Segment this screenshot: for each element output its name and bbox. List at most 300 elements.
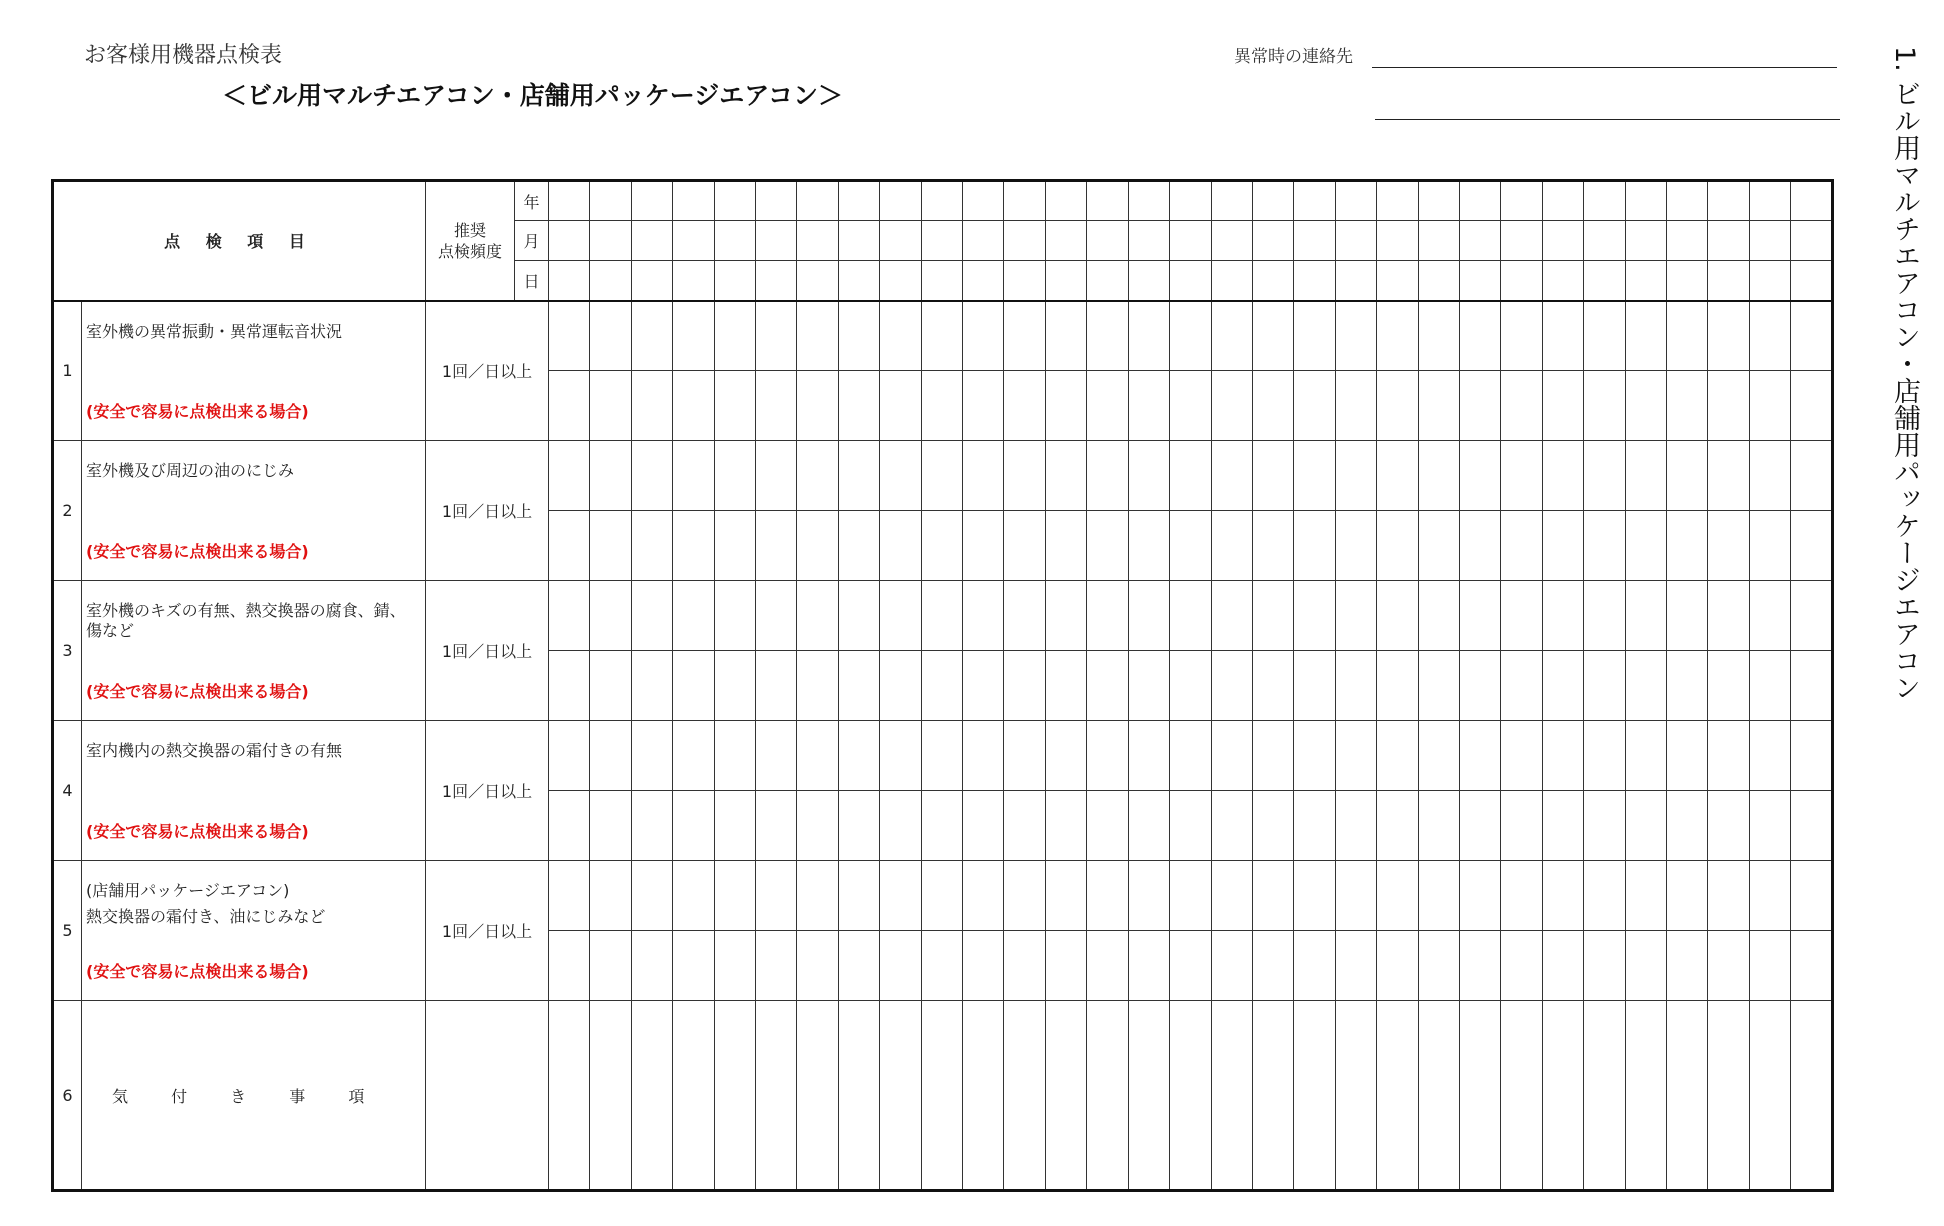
row-2-1-slot-11[interactable] xyxy=(963,441,1004,511)
row-5-1-slot-10[interactable] xyxy=(921,861,962,931)
row-4-1-slot-9[interactable] xyxy=(880,721,921,791)
row-4-1-slot-20[interactable] xyxy=(1335,721,1376,791)
row-5-1-slot-13[interactable] xyxy=(1045,861,1086,931)
row-4-2-slot-2[interactable] xyxy=(590,791,631,861)
row-4-1-slot-16[interactable] xyxy=(1170,721,1211,791)
row-1-2-slot-14[interactable] xyxy=(1087,371,1128,441)
header-year-slot-4[interactable] xyxy=(673,181,714,221)
row-3-2-slot-4[interactable] xyxy=(673,651,714,721)
row-3-2-slot-14[interactable] xyxy=(1087,651,1128,721)
header-month-slot-21[interactable] xyxy=(1377,221,1418,261)
row-5-2-slot-12[interactable] xyxy=(1004,931,1045,1001)
row-5-1-slot-6[interactable] xyxy=(756,861,797,931)
row-3-1-slot-25[interactable] xyxy=(1542,581,1583,651)
header-month-slot-17[interactable] xyxy=(1211,221,1252,261)
row-1-2-slot-25[interactable] xyxy=(1542,371,1583,441)
row-5-1-slot-9[interactable] xyxy=(880,861,921,931)
row-3-1-slot-17[interactable] xyxy=(1211,581,1252,651)
row-2-1-slot-8[interactable] xyxy=(838,441,879,511)
row-1-2-slot-31[interactable] xyxy=(1791,371,1832,441)
row-4-1-slot-21[interactable] xyxy=(1377,721,1418,791)
header-month-slot-14[interactable] xyxy=(1087,221,1128,261)
row-3-2-slot-28[interactable] xyxy=(1666,651,1707,721)
row-1-1-slot-17[interactable] xyxy=(1211,301,1252,371)
row-4-2-slot-1[interactable] xyxy=(549,791,590,861)
notes-slot-30[interactable] xyxy=(1749,1001,1790,1191)
row-2-1-slot-14[interactable] xyxy=(1087,441,1128,511)
row-3-1-slot-4[interactable] xyxy=(673,581,714,651)
header-year-slot-20[interactable] xyxy=(1335,181,1376,221)
notes-slot-14[interactable] xyxy=(1087,1001,1128,1191)
row-4-2-slot-16[interactable] xyxy=(1170,791,1211,861)
row-3-1-slot-18[interactable] xyxy=(1252,581,1293,651)
header-year-slot-10[interactable] xyxy=(921,181,962,221)
row-1-2-slot-22[interactable] xyxy=(1418,371,1459,441)
row-3-2-slot-25[interactable] xyxy=(1542,651,1583,721)
row-4-2-slot-26[interactable] xyxy=(1584,791,1625,861)
header-month-slot-26[interactable] xyxy=(1584,221,1625,261)
row-3-2-slot-18[interactable] xyxy=(1252,651,1293,721)
header-year-slot-22[interactable] xyxy=(1418,181,1459,221)
row-2-1-slot-22[interactable] xyxy=(1418,441,1459,511)
row-2-1-slot-19[interactable] xyxy=(1294,441,1335,511)
row-1-1-slot-15[interactable] xyxy=(1128,301,1169,371)
row-4-2-slot-23[interactable] xyxy=(1459,791,1500,861)
row-3-2-slot-31[interactable] xyxy=(1791,651,1832,721)
row-1-1-slot-18[interactable] xyxy=(1252,301,1293,371)
row-3-2-slot-16[interactable] xyxy=(1170,651,1211,721)
row-4-1-slot-8[interactable] xyxy=(838,721,879,791)
notes-slot-23[interactable] xyxy=(1459,1001,1500,1191)
row-3-2-slot-17[interactable] xyxy=(1211,651,1252,721)
row-5-2-slot-9[interactable] xyxy=(880,931,921,1001)
notes-slot-7[interactable] xyxy=(797,1001,838,1191)
row-4-1-slot-25[interactable] xyxy=(1542,721,1583,791)
header-day-slot-16[interactable] xyxy=(1170,261,1211,301)
row-2-2-slot-4[interactable] xyxy=(673,511,714,581)
row-5-1-slot-15[interactable] xyxy=(1128,861,1169,931)
row-5-2-slot-24[interactable] xyxy=(1501,931,1542,1001)
row-3-1-slot-31[interactable] xyxy=(1791,581,1832,651)
header-day-slot-21[interactable] xyxy=(1377,261,1418,301)
header-day-slot-31[interactable] xyxy=(1791,261,1832,301)
header-year-slot-7[interactable] xyxy=(797,181,838,221)
row-4-1-slot-22[interactable] xyxy=(1418,721,1459,791)
row-5-1-slot-16[interactable] xyxy=(1170,861,1211,931)
header-year-slot-11[interactable] xyxy=(963,181,1004,221)
contact-line-2[interactable] xyxy=(1375,119,1840,120)
row-2-1-slot-29[interactable] xyxy=(1708,441,1749,511)
row-2-2-slot-1[interactable] xyxy=(549,511,590,581)
row-5-2-slot-7[interactable] xyxy=(797,931,838,1001)
row-2-1-slot-3[interactable] xyxy=(631,441,672,511)
row-1-2-slot-1[interactable] xyxy=(549,371,590,441)
header-month-slot-4[interactable] xyxy=(673,221,714,261)
header-year-slot-5[interactable] xyxy=(714,181,755,221)
row-2-2-slot-12[interactable] xyxy=(1004,511,1045,581)
row-1-1-slot-26[interactable] xyxy=(1584,301,1625,371)
header-day-slot-12[interactable] xyxy=(1004,261,1045,301)
header-month-slot-3[interactable] xyxy=(631,221,672,261)
row-3-2-slot-23[interactable] xyxy=(1459,651,1500,721)
header-day-slot-22[interactable] xyxy=(1418,261,1459,301)
header-day-slot-30[interactable] xyxy=(1749,261,1790,301)
row-3-1-slot-26[interactable] xyxy=(1584,581,1625,651)
row-2-2-slot-10[interactable] xyxy=(921,511,962,581)
row-5-1-slot-12[interactable] xyxy=(1004,861,1045,931)
header-month-slot-12[interactable] xyxy=(1004,221,1045,261)
row-4-1-slot-24[interactable] xyxy=(1501,721,1542,791)
header-month-slot-15[interactable] xyxy=(1128,221,1169,261)
notes-slot-2[interactable] xyxy=(590,1001,631,1191)
row-4-2-slot-8[interactable] xyxy=(838,791,879,861)
row-4-1-slot-15[interactable] xyxy=(1128,721,1169,791)
header-month-slot-23[interactable] xyxy=(1459,221,1500,261)
row-3-2-slot-5[interactable] xyxy=(714,651,755,721)
row-4-1-slot-19[interactable] xyxy=(1294,721,1335,791)
notes-slot-6[interactable] xyxy=(756,1001,797,1191)
row-2-1-slot-25[interactable] xyxy=(1542,441,1583,511)
header-year-slot-19[interactable] xyxy=(1294,181,1335,221)
row-4-1-slot-2[interactable] xyxy=(590,721,631,791)
row-3-2-slot-3[interactable] xyxy=(631,651,672,721)
header-year-slot-17[interactable] xyxy=(1211,181,1252,221)
header-day-slot-20[interactable] xyxy=(1335,261,1376,301)
header-month-slot-7[interactable] xyxy=(797,221,838,261)
row-5-2-slot-20[interactable] xyxy=(1335,931,1376,1001)
header-year-slot-31[interactable] xyxy=(1791,181,1832,221)
header-day-slot-2[interactable] xyxy=(590,261,631,301)
row-3-1-slot-21[interactable] xyxy=(1377,581,1418,651)
row-5-1-slot-29[interactable] xyxy=(1708,861,1749,931)
row-2-2-slot-20[interactable] xyxy=(1335,511,1376,581)
header-day-slot-24[interactable] xyxy=(1501,261,1542,301)
notes-slot-20[interactable] xyxy=(1335,1001,1376,1191)
row-3-1-slot-23[interactable] xyxy=(1459,581,1500,651)
row-2-1-slot-2[interactable] xyxy=(590,441,631,511)
row-1-1-slot-2[interactable] xyxy=(590,301,631,371)
row-4-2-slot-12[interactable] xyxy=(1004,791,1045,861)
row-1-2-slot-8[interactable] xyxy=(838,371,879,441)
row-2-2-slot-31[interactable] xyxy=(1791,511,1832,581)
header-day-slot-11[interactable] xyxy=(963,261,1004,301)
header-day-slot-10[interactable] xyxy=(921,261,962,301)
row-2-2-slot-19[interactable] xyxy=(1294,511,1335,581)
row-3-2-slot-27[interactable] xyxy=(1625,651,1666,721)
row-2-2-slot-28[interactable] xyxy=(1666,511,1707,581)
row-1-1-slot-31[interactable] xyxy=(1791,301,1832,371)
row-3-1-slot-8[interactable] xyxy=(838,581,879,651)
row-4-2-slot-24[interactable] xyxy=(1501,791,1542,861)
row-3-1-slot-20[interactable] xyxy=(1335,581,1376,651)
header-month-slot-13[interactable] xyxy=(1045,221,1086,261)
row-5-2-slot-10[interactable] xyxy=(921,931,962,1001)
row-1-1-slot-23[interactable] xyxy=(1459,301,1500,371)
row-1-2-slot-28[interactable] xyxy=(1666,371,1707,441)
header-month-slot-16[interactable] xyxy=(1170,221,1211,261)
row-2-1-slot-15[interactable] xyxy=(1128,441,1169,511)
row-4-2-slot-17[interactable] xyxy=(1211,791,1252,861)
row-1-2-slot-24[interactable] xyxy=(1501,371,1542,441)
header-year-slot-14[interactable] xyxy=(1087,181,1128,221)
row-4-2-slot-7[interactable] xyxy=(797,791,838,861)
row-5-2-slot-22[interactable] xyxy=(1418,931,1459,1001)
header-day-slot-19[interactable] xyxy=(1294,261,1335,301)
row-3-2-slot-30[interactable] xyxy=(1749,651,1790,721)
row-2-2-slot-21[interactable] xyxy=(1377,511,1418,581)
notes-entry[interactable] xyxy=(426,1001,549,1191)
row-4-2-slot-28[interactable] xyxy=(1666,791,1707,861)
header-year-slot-26[interactable] xyxy=(1584,181,1625,221)
header-year-slot-18[interactable] xyxy=(1252,181,1293,221)
row-1-2-slot-19[interactable] xyxy=(1294,371,1335,441)
header-year-slot-15[interactable] xyxy=(1128,181,1169,221)
row-4-2-slot-31[interactable] xyxy=(1791,791,1832,861)
row-1-1-slot-29[interactable] xyxy=(1708,301,1749,371)
row-5-1-slot-20[interactable] xyxy=(1335,861,1376,931)
row-3-1-slot-22[interactable] xyxy=(1418,581,1459,651)
row-3-2-slot-15[interactable] xyxy=(1128,651,1169,721)
row-5-2-slot-1[interactable] xyxy=(549,931,590,1001)
header-year-slot-3[interactable] xyxy=(631,181,672,221)
row-1-1-slot-11[interactable] xyxy=(963,301,1004,371)
row-2-1-slot-27[interactable] xyxy=(1625,441,1666,511)
notes-slot-15[interactable] xyxy=(1128,1001,1169,1191)
header-year-slot-24[interactable] xyxy=(1501,181,1542,221)
row-4-1-slot-7[interactable] xyxy=(797,721,838,791)
row-4-2-slot-9[interactable] xyxy=(880,791,921,861)
header-month-slot-1[interactable] xyxy=(549,221,590,261)
row-4-1-slot-17[interactable] xyxy=(1211,721,1252,791)
row-5-1-slot-27[interactable] xyxy=(1625,861,1666,931)
header-year-slot-2[interactable] xyxy=(590,181,631,221)
row-1-1-slot-6[interactable] xyxy=(756,301,797,371)
row-1-1-slot-27[interactable] xyxy=(1625,301,1666,371)
row-3-2-slot-10[interactable] xyxy=(921,651,962,721)
row-1-2-slot-27[interactable] xyxy=(1625,371,1666,441)
notes-slot-4[interactable] xyxy=(673,1001,714,1191)
notes-slot-8[interactable] xyxy=(838,1001,879,1191)
row-2-1-slot-24[interactable] xyxy=(1501,441,1542,511)
header-day-slot-18[interactable] xyxy=(1252,261,1293,301)
row-5-1-slot-23[interactable] xyxy=(1459,861,1500,931)
notes-slot-28[interactable] xyxy=(1666,1001,1707,1191)
notes-slot-5[interactable] xyxy=(714,1001,755,1191)
header-year-slot-1[interactable] xyxy=(549,181,590,221)
row-2-2-slot-13[interactable] xyxy=(1045,511,1086,581)
row-3-1-slot-29[interactable] xyxy=(1708,581,1749,651)
row-2-1-slot-6[interactable] xyxy=(756,441,797,511)
row-5-1-slot-2[interactable] xyxy=(590,861,631,931)
row-1-1-slot-28[interactable] xyxy=(1666,301,1707,371)
row-1-2-slot-23[interactable] xyxy=(1459,371,1500,441)
row-1-2-slot-13[interactable] xyxy=(1045,371,1086,441)
row-2-2-slot-30[interactable] xyxy=(1749,511,1790,581)
header-day-slot-13[interactable] xyxy=(1045,261,1086,301)
row-1-2-slot-17[interactable] xyxy=(1211,371,1252,441)
row-3-1-slot-5[interactable] xyxy=(714,581,755,651)
row-4-2-slot-15[interactable] xyxy=(1128,791,1169,861)
row-5-2-slot-6[interactable] xyxy=(756,931,797,1001)
row-5-1-slot-24[interactable] xyxy=(1501,861,1542,931)
row-1-1-slot-1[interactable] xyxy=(549,301,590,371)
row-3-1-slot-27[interactable] xyxy=(1625,581,1666,651)
row-1-2-slot-7[interactable] xyxy=(797,371,838,441)
row-5-1-slot-1[interactable] xyxy=(549,861,590,931)
header-day-slot-6[interactable] xyxy=(756,261,797,301)
header-month-slot-8[interactable] xyxy=(838,221,879,261)
header-year-slot-9[interactable] xyxy=(880,181,921,221)
row-2-2-slot-8[interactable] xyxy=(838,511,879,581)
notes-slot-10[interactable] xyxy=(921,1001,962,1191)
row-5-1-slot-7[interactable] xyxy=(797,861,838,931)
row-1-1-slot-4[interactable] xyxy=(673,301,714,371)
header-day-slot-28[interactable] xyxy=(1666,261,1707,301)
row-2-1-slot-17[interactable] xyxy=(1211,441,1252,511)
row-1-1-slot-21[interactable] xyxy=(1377,301,1418,371)
row-5-2-slot-29[interactable] xyxy=(1708,931,1749,1001)
row-2-2-slot-16[interactable] xyxy=(1170,511,1211,581)
row-2-1-slot-23[interactable] xyxy=(1459,441,1500,511)
row-4-2-slot-10[interactable] xyxy=(921,791,962,861)
row-1-1-slot-3[interactable] xyxy=(631,301,672,371)
row-3-1-slot-13[interactable] xyxy=(1045,581,1086,651)
row-3-1-slot-2[interactable] xyxy=(590,581,631,651)
row-4-2-slot-6[interactable] xyxy=(756,791,797,861)
row-5-2-slot-21[interactable] xyxy=(1377,931,1418,1001)
row-5-1-slot-3[interactable] xyxy=(631,861,672,931)
header-month-slot-5[interactable] xyxy=(714,221,755,261)
row-5-2-slot-8[interactable] xyxy=(838,931,879,1001)
row-3-2-slot-13[interactable] xyxy=(1045,651,1086,721)
row-2-1-slot-7[interactable] xyxy=(797,441,838,511)
row-1-1-slot-24[interactable] xyxy=(1501,301,1542,371)
row-5-1-slot-5[interactable] xyxy=(714,861,755,931)
header-year-slot-16[interactable] xyxy=(1170,181,1211,221)
header-year-slot-29[interactable] xyxy=(1708,181,1749,221)
row-5-2-slot-23[interactable] xyxy=(1459,931,1500,1001)
header-month-slot-19[interactable] xyxy=(1294,221,1335,261)
row-5-1-slot-21[interactable] xyxy=(1377,861,1418,931)
row-2-2-slot-14[interactable] xyxy=(1087,511,1128,581)
row-2-1-slot-31[interactable] xyxy=(1791,441,1832,511)
row-3-1-slot-1[interactable] xyxy=(549,581,590,651)
row-5-2-slot-31[interactable] xyxy=(1791,931,1832,1001)
notes-slot-24[interactable] xyxy=(1501,1001,1542,1191)
header-year-slot-13[interactable] xyxy=(1045,181,1086,221)
row-3-2-slot-2[interactable] xyxy=(590,651,631,721)
notes-slot-26[interactable] xyxy=(1584,1001,1625,1191)
header-month-slot-18[interactable] xyxy=(1252,221,1293,261)
notes-slot-27[interactable] xyxy=(1625,1001,1666,1191)
row-5-2-slot-3[interactable] xyxy=(631,931,672,1001)
header-day-slot-4[interactable] xyxy=(673,261,714,301)
header-month-slot-25[interactable] xyxy=(1542,221,1583,261)
row-5-1-slot-18[interactable] xyxy=(1252,861,1293,931)
header-month-slot-2[interactable] xyxy=(590,221,631,261)
row-2-2-slot-5[interactable] xyxy=(714,511,755,581)
header-month-slot-30[interactable] xyxy=(1749,221,1790,261)
notes-slot-9[interactable] xyxy=(880,1001,921,1191)
row-5-2-slot-19[interactable] xyxy=(1294,931,1335,1001)
row-5-1-slot-17[interactable] xyxy=(1211,861,1252,931)
row-3-1-slot-19[interactable] xyxy=(1294,581,1335,651)
header-year-slot-30[interactable] xyxy=(1749,181,1790,221)
notes-slot-17[interactable] xyxy=(1211,1001,1252,1191)
row-1-2-slot-6[interactable] xyxy=(756,371,797,441)
notes-slot-25[interactable] xyxy=(1542,1001,1583,1191)
row-1-2-slot-2[interactable] xyxy=(590,371,631,441)
row-1-2-slot-4[interactable] xyxy=(673,371,714,441)
header-day-slot-1[interactable] xyxy=(549,261,590,301)
row-3-2-slot-24[interactable] xyxy=(1501,651,1542,721)
header-month-slot-11[interactable] xyxy=(963,221,1004,261)
row-3-2-slot-7[interactable] xyxy=(797,651,838,721)
row-2-2-slot-11[interactable] xyxy=(963,511,1004,581)
row-3-1-slot-9[interactable] xyxy=(880,581,921,651)
row-1-2-slot-29[interactable] xyxy=(1708,371,1749,441)
row-3-2-slot-6[interactable] xyxy=(756,651,797,721)
row-3-2-slot-29[interactable] xyxy=(1708,651,1749,721)
row-1-2-slot-11[interactable] xyxy=(963,371,1004,441)
row-1-2-slot-26[interactable] xyxy=(1584,371,1625,441)
row-2-1-slot-21[interactable] xyxy=(1377,441,1418,511)
row-4-1-slot-4[interactable] xyxy=(673,721,714,791)
row-5-2-slot-15[interactable] xyxy=(1128,931,1169,1001)
header-year-slot-12[interactable] xyxy=(1004,181,1045,221)
row-2-1-slot-5[interactable] xyxy=(714,441,755,511)
row-5-1-slot-31[interactable] xyxy=(1791,861,1832,931)
row-4-1-slot-18[interactable] xyxy=(1252,721,1293,791)
row-2-2-slot-17[interactable] xyxy=(1211,511,1252,581)
row-3-2-slot-9[interactable] xyxy=(880,651,921,721)
row-5-2-slot-13[interactable] xyxy=(1045,931,1086,1001)
header-day-slot-14[interactable] xyxy=(1087,261,1128,301)
notes-slot-12[interactable] xyxy=(1004,1001,1045,1191)
header-day-slot-15[interactable] xyxy=(1128,261,1169,301)
row-5-2-slot-5[interactable] xyxy=(714,931,755,1001)
row-4-2-slot-5[interactable] xyxy=(714,791,755,861)
row-2-1-slot-1[interactable] xyxy=(549,441,590,511)
row-5-2-slot-4[interactable] xyxy=(673,931,714,1001)
row-1-1-slot-19[interactable] xyxy=(1294,301,1335,371)
row-4-1-slot-28[interactable] xyxy=(1666,721,1707,791)
row-4-2-slot-3[interactable] xyxy=(631,791,672,861)
row-3-1-slot-10[interactable] xyxy=(921,581,962,651)
row-5-2-slot-11[interactable] xyxy=(963,931,1004,1001)
header-year-slot-21[interactable] xyxy=(1377,181,1418,221)
row-4-1-slot-26[interactable] xyxy=(1584,721,1625,791)
header-month-slot-6[interactable] xyxy=(756,221,797,261)
header-day-slot-3[interactable] xyxy=(631,261,672,301)
row-1-1-slot-13[interactable] xyxy=(1045,301,1086,371)
row-5-2-slot-26[interactable] xyxy=(1584,931,1625,1001)
row-5-2-slot-30[interactable] xyxy=(1749,931,1790,1001)
row-4-2-slot-25[interactable] xyxy=(1542,791,1583,861)
row-2-2-slot-22[interactable] xyxy=(1418,511,1459,581)
header-day-slot-17[interactable] xyxy=(1211,261,1252,301)
row-2-2-slot-15[interactable] xyxy=(1128,511,1169,581)
row-4-2-slot-21[interactable] xyxy=(1377,791,1418,861)
row-4-2-slot-18[interactable] xyxy=(1252,791,1293,861)
notes-slot-1[interactable] xyxy=(549,1001,590,1191)
notes-slot-19[interactable] xyxy=(1294,1001,1335,1191)
row-1-2-slot-12[interactable] xyxy=(1004,371,1045,441)
row-2-1-slot-10[interactable] xyxy=(921,441,962,511)
row-1-1-slot-10[interactable] xyxy=(921,301,962,371)
row-2-1-slot-12[interactable] xyxy=(1004,441,1045,511)
row-5-1-slot-14[interactable] xyxy=(1087,861,1128,931)
